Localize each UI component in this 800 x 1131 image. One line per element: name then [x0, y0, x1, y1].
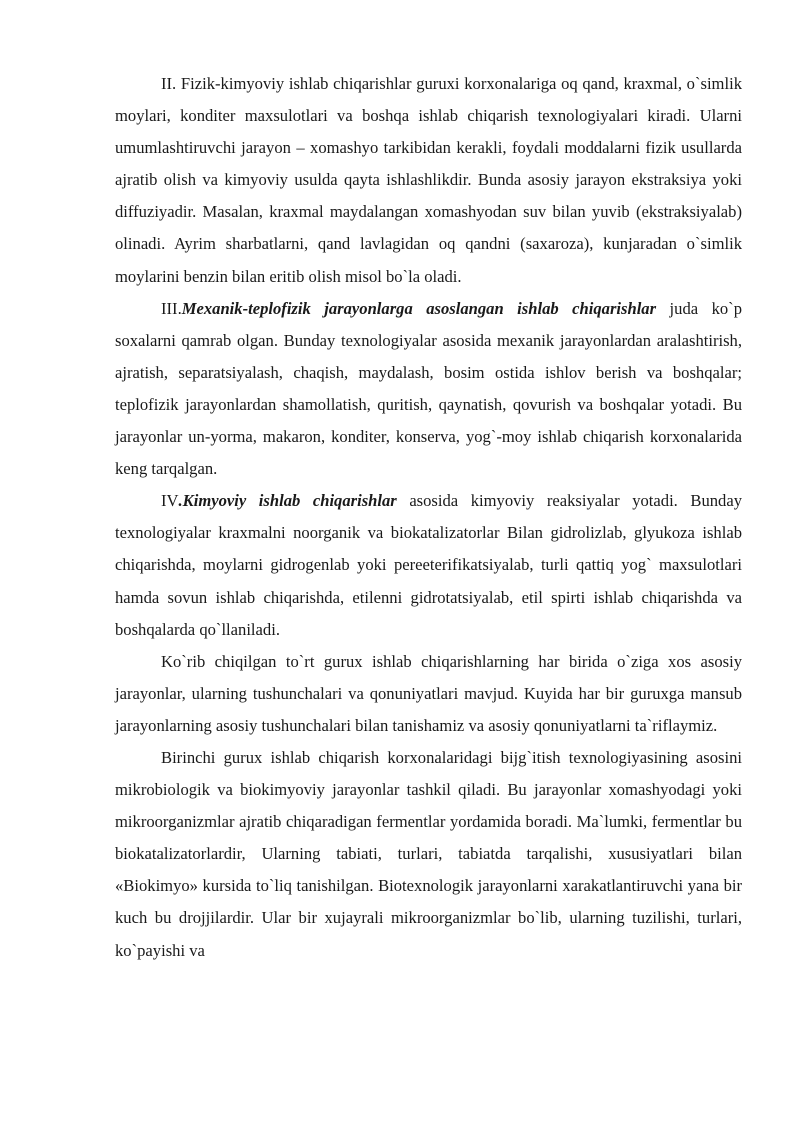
paragraph-birinchi-gurux: Birinchi gurux ishlab chiqarish korxonalaridagi bijg`itish texnologiyasining asosini mikrobiologik va biokimyoviy jarayonlar tashkil qiladi. Bu jarayonlar xomashyodagi yoki mikroorganizmlar ajratib chiqaradigan fermentlar yordamida boradi. Ma`lumki, fermentlar bu biokatalizatorlardir, Ularning tabiati, turlari, tabiatda tarqalishi, xususiyatlari bilan «Biokimyo» kursida to`liq tanishilgan. Biotexnologik jarayonlarni xarakatlantiruvchi yana bir kuch bu drojjilardir. Ular bir xujayrali mikroorganizmlar bo`lib, ularning tuzilishi, turlari, ko`payishi va: [115, 747, 742, 960]
document-page: [115, 68, 742, 967]
emphasized-heading: Mexanik-teplofizik jarayonlarga asoslangan ishlab chiqarishlar: [181, 298, 657, 318]
paragraph-fizik-kimyoviy: II. Fizik-kimyoviy ishlab chiqarishlar guruxi korxonalariga oq qand, kraxmal, o`simlik moylari, konditer maxsulotlari va boshqa ishlab chiqarish texnologiyalari kiradi. Ularni umumlashtiruvchi jarayon – xomashyo tarkibidan kerakli, foydali moddalarni fizik usullarda ajratib olish va kimyoviy usulda qayta ishlashlikdir. Bunda asosiy jarayon ekstraksiya yoki diffuziyadir. Masalan, kraxmal maydalangan xomashyodan suv bilan yuvib (ekstraksiyalab) olinadi. Ayrim sharbatlarni, qand lavlagidan oq qandni (saxaroza), kunjaradan o`simlik moylarini benzin bilan eritib olish misol bo`la oladi.: [115, 74, 742, 286]
paragraph-prefix: III.: [161, 298, 182, 318]
paragraph-mexanik-teplofizik: [115, 293, 742, 486]
paragraph-gurux-summary: Ko`rib chiqilgan to`rt gurux ishlab chiqarishlarning har birida o`ziga xos asosiy jarayonlar, ularning tushunchalari va qonuniyatlari mavjud. Kuyida har bir guruxga mansub jarayonlarning asosiy tushunchalari bilan tanishamiz va asosiy qonuniyatlarni ta`riflaymiz.: [115, 651, 742, 735]
paragraph-prefix: IV: [161, 491, 179, 511]
paragraph-body: asosida kimyoviy reaksiyalar yotadi. Bunday texnologiyalar kraxmalni noorganik va biokatalizatorlar Bilan gidrolizlab, glyukoza ishlab chiqarishda, moylarni gidrogenlab yoki pereeterifikatsiyalab, turli qattiq yog` maxsulotlari hamda sovun ishlab chiqarishda, etilenni gidrotatsiyalab, etil spirti ishlab chiqarishda va boshqalarda qo`llaniladi.: [115, 491, 742, 639]
paragraph-body: juda ko`p soxalarni qamrab olgan. Bunday texnologiyalar asosida mexanik jarayonlardan aralashtirish, ajratish, separatsiyalash, chaqish, maydalash, bosim ostida ishlov berish va boshqalar; teplofizik jarayonlardan shamollatish, quritish, qaynatish, qovurish va boshqalar yotadi. Bu jarayonlar un-yorma, makaron, konditer, konserva, yog`-moy ishlab chiqarish korxonalarida keng tarqalgan.: [115, 298, 742, 479]
emphasized-heading: .Kimyoviy ishlab chiqarishlar: [178, 491, 397, 511]
paragraph-kimyoviy: [115, 485, 742, 645]
